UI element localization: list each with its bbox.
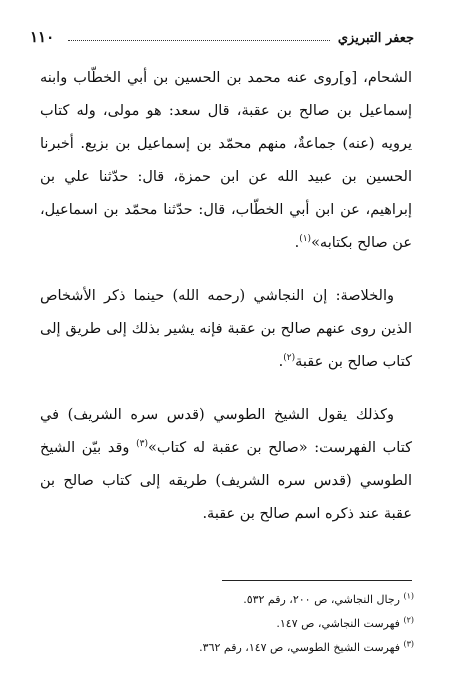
p3-line-3: الطوسي (قدس سره الشريف) طريقه إلى كتاب صالح بن عقبة <box>40 473 412 522</box>
main-text <box>40 62 412 551</box>
p3-line-2a: كتاب الفهرست: «صالح بن عقبة له كتاب» <box>147 440 412 456</box>
header-dotted-leader <box>68 40 330 41</box>
p2-line-1: والخلاصة: إن النجاشي (رحمه الله) حينما ذكر الأشخاص <box>40 288 394 304</box>
p1-line-4: الحسين بن عبيد الله عن ابن حمزة، قال: حدّثنا علي بن <box>40 169 412 185</box>
p1-line-1: الشحام، [و]روى عنه محمد بن الحسين بن أبي الخطّاب وابنه <box>40 70 412 86</box>
footnote-2-text: فهرست النجاشي، ص ١٤٧. <box>276 617 404 630</box>
p2-end: . <box>278 354 284 370</box>
p3-line-1: وكذلك يقول الشيخ الطوسي (قدس سره الشريف) في <box>40 407 394 423</box>
footnote-separator <box>222 580 412 581</box>
p2-line-2: الذين روى عنهم صالح بن عقبة فإنه يشير بذلك إلى طريق <box>65 321 413 337</box>
footnote-ref-3: (٣) <box>136 439 148 450</box>
page-header <box>30 22 414 46</box>
footnote-2-marker: (٢) <box>403 615 414 625</box>
footnote-ref-1: (١) <box>299 234 312 245</box>
footnote-1-text: رجال النجاشي، ص ٢٠٠، رقم ٥٣٢. <box>243 593 404 606</box>
p1-line-6: عن صالح بكتابه» <box>311 235 412 251</box>
footnote-3 <box>40 636 414 660</box>
footnote-2 <box>40 612 414 636</box>
p3-line-2b: وقد بيّن الشيخ <box>40 440 137 456</box>
page-number: ١١٠ <box>30 28 55 46</box>
p3-line-4: عند ذكره اسم صالح بن عقبة. <box>202 506 380 522</box>
paragraph-3 <box>40 399 412 531</box>
p1-line-5: إبراهيم، عن ابن أبي الخطّاب، قال: حدّثنا محمّد بن اسماعيل، <box>40 202 412 218</box>
footnotes <box>40 588 414 660</box>
p1-line-3: يرويه (عنه) جماعةٌ، منهم محمّد بن إسماعيل بن بزيع. أخبرنا <box>40 136 412 152</box>
footnote-3-text: فهرست الشيخ الطوسي، ص ١٤٧، رقم ٣٦٢. <box>199 641 404 654</box>
paragraph-1 <box>40 62 412 260</box>
footnote-1-marker: (١) <box>403 591 414 601</box>
footnote-3-marker: (٣) <box>403 639 414 649</box>
p1-end: . <box>294 235 300 251</box>
p2-line-3: إلى كتاب صالح بن عقبة <box>40 321 412 370</box>
p1-line-2: إسماعيل بن صالح بن عقبة، قال سعد: هو مولى، وله كتاب <box>40 103 412 119</box>
footnote-1 <box>40 588 414 612</box>
footnote-ref-2: (٢) <box>283 353 296 364</box>
paragraph-2 <box>40 280 412 379</box>
running-title: جعفر التبريزي <box>337 31 414 46</box>
